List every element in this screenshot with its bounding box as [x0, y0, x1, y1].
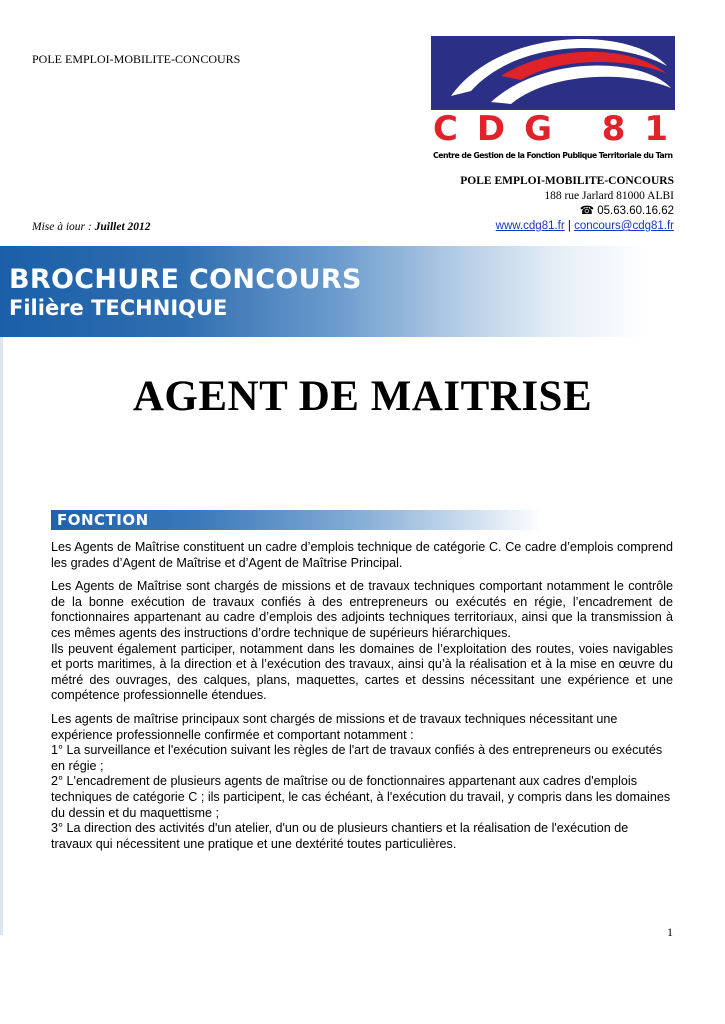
banner-title: BROCHURE CONCOURS: [9, 264, 362, 295]
contact-address: 188 rue Jarlard 81000 ALBI: [544, 190, 674, 202]
banner-subtitle: Filière TECHNIQUE: [9, 296, 228, 320]
paragraph-3: Ils peuvent également participer, notamment dans les domaines de l’exploitation des routes, voies navigables et ports maritimes, à la direction et à l’exécution des travaux, ainsi qu’à la réalisation et à la mise en œuvre du métré des ouvrages, des calques, plans, maquettes, cartes et dessins nécessitant une expérience et une compétence professionnelle étendues.: [51, 641, 673, 703]
update-date: [32, 221, 151, 233]
phone-icon: ☎: [579, 205, 595, 217]
contact-pole: POLE EMPLOI-MOBILITE-CONCOURS: [460, 175, 674, 187]
list-item: 3° La direction des activités d'un atelier, d'un ou de plusieurs chantiers et la réalisation de l'exécution de travaux qui nécessitent une pratique et une dextérité toutes particulières.: [51, 821, 629, 851]
page-title: AGENT DE MAITRISE: [132, 373, 593, 420]
paragraph-4: [51, 712, 673, 852]
paragraph-1: Les Agents de Maîtrise constituent un cadre d’emplois technique de catégorie C. Ce cadre d’emplois comprend les grades d’Agent de Maîtrise et d’Agent de Maîtrise Principal.: [51, 540, 673, 570]
link-separator: |: [567, 220, 571, 232]
update-value: Juillet 2012: [94, 221, 151, 233]
list-item: 1° La surveillance et l'exécution suivant les règles de l'art de travaux confiés à des entrepreneurs ou exécutés en régie ;: [51, 743, 663, 773]
paragraph-2: Les Agents de Maîtrise sont chargés de missions et de travaux techniques comportant notamment le contrôle de la bonne exécution de travaux confiés à des entrepreneurs ou exécutés en régie, l’encadrement de fonctionnaires appartenant au cadre d’emplois des adjoints techniques territoriaux, ainsi que la transmission à ces mêmes agents des instructions d’ordre technique de supérieurs hiérarchiques.: [51, 579, 673, 640]
svg-text:CDG 81: CDG 81: [433, 109, 673, 149]
list-item: 2° L'encadrement de plusieurs agents de maîtrise ou de fonctionnaires appartenant aux cadres d'emplois techniques de catégorie C ; ils participent, le cas échéant, à l'exécution du travail, y compris dans les domaines du dessin et du maquettisme ;: [51, 774, 671, 820]
svg-text:Centre de Gestion de la Foncti: Centre de Gestion de la Fonction Publique Territoriale du Tarn: [433, 151, 673, 160]
contact-links: [460, 219, 674, 234]
top-left-header-label: POLE EMPLOI-MOBILITE-CONCOURS: [32, 52, 241, 66]
website-link[interactable]: www.cdg81.fr: [495, 220, 565, 232]
cdg81-logo: [431, 36, 675, 168]
left-margin-rule: [0, 337, 3, 935]
section-heading: FONCTION: [57, 511, 149, 529]
section-body: [51, 540, 673, 852]
email-link[interactable]: concours@cdg81.fr: [574, 220, 674, 232]
update-label: Mise à iour :: [32, 221, 92, 233]
paragraph-4-intro: Les agents de maîtrise principaux sont chargés de missions et de travaux techniques nécessitant une expérience professionnelle confirmée et comportant notamment :: [51, 711, 618, 742]
page-number: 1: [667, 925, 673, 939]
brochure-banner: [0, 246, 645, 337]
contact-block: [460, 174, 674, 234]
contact-phone-line: [460, 204, 674, 219]
contact-phone: 05.63.60.16.62: [597, 205, 674, 217]
section-heading-bar: [51, 510, 543, 530]
